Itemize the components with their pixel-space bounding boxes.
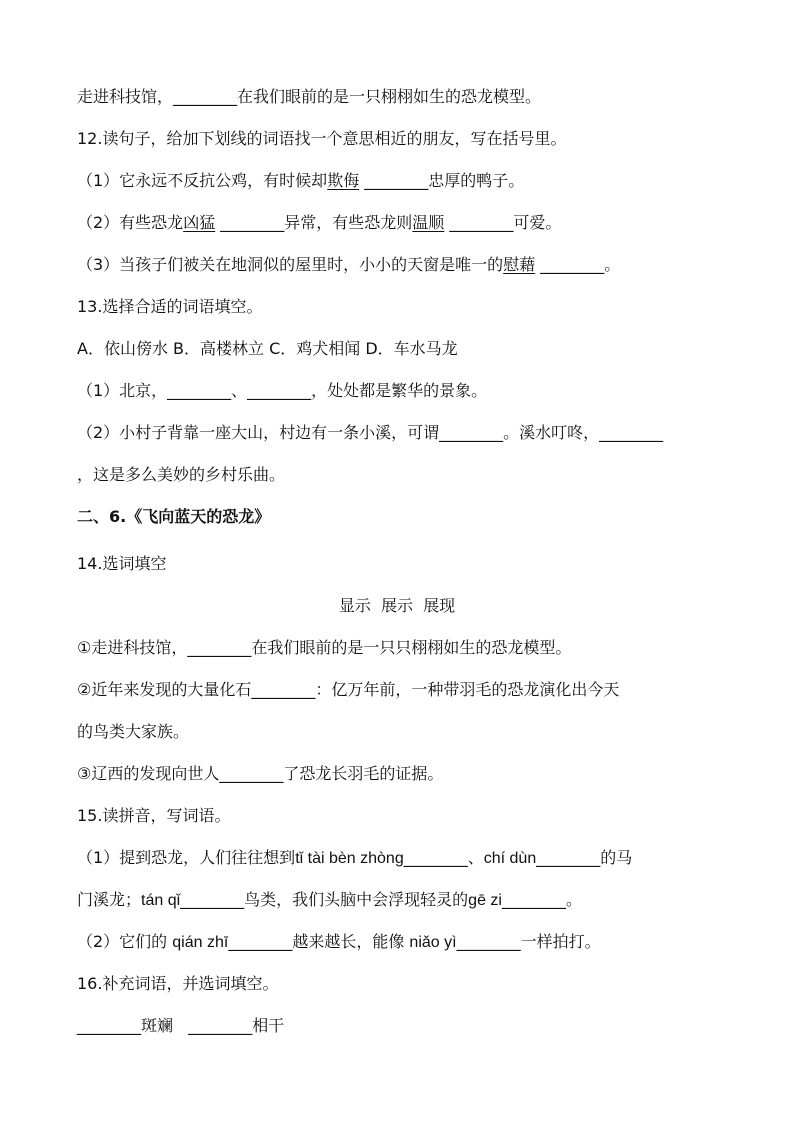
line-text: ③辽西的发现向世人________了恐龙长羽毛的证据。 xyxy=(77,764,444,783)
line-text: 门溪龙； xyxy=(77,890,142,909)
line-text: ________斑斓 ________相干 xyxy=(77,1016,285,1035)
line-text: （2）它们的 xyxy=(77,932,173,951)
underlined-word: 温顺 xyxy=(412,213,445,232)
line-text: （1）它永远不反抗公鸡，有时候却 xyxy=(77,171,328,190)
line-text: ________一样拍打。 xyxy=(456,932,601,951)
question-15-title xyxy=(77,805,727,827)
pinyin: qián zhī xyxy=(172,934,229,951)
underlined-word: 凶猛 xyxy=(183,213,216,232)
question-13-item-1 xyxy=(77,380,727,402)
question-15-item-1 xyxy=(77,847,727,870)
line-text: ________、 xyxy=(403,848,484,867)
line-text: ________异常，有些恐龙则 xyxy=(215,213,413,232)
line-text: 走进科技馆，________在我们眼前的是一只栩栩如生的恐龙模型。 xyxy=(77,87,542,106)
line-text: 显示 展示 展现 xyxy=(338,596,456,615)
word-bank xyxy=(0,595,794,617)
question-16-words xyxy=(77,1015,727,1037)
pinyin: gē zi xyxy=(468,892,502,909)
question-16-title xyxy=(77,973,727,995)
line-text: 15.读拼音，写词语。 xyxy=(77,806,231,825)
underlined-word: 欺侮 xyxy=(327,171,360,190)
question-14-title xyxy=(77,553,727,575)
line-text: A．依山傍水 B．高楼林立 C．鸡犬相闻 D．车水马龙 xyxy=(77,339,458,358)
line-text: ________可爱。 xyxy=(444,213,562,232)
pinyin: chí dùn xyxy=(483,850,537,867)
pinyin: tǐ tài bèn zhòng xyxy=(295,850,404,867)
question-15-item-1-continued xyxy=(77,889,727,912)
line-text: ，这是多么美妙的乡村乐曲。 xyxy=(77,465,286,484)
question-15-item-2 xyxy=(77,931,727,954)
question-12-title xyxy=(77,128,727,150)
question-11-sentence xyxy=(77,86,727,108)
question-14-item-1 xyxy=(77,637,727,659)
line-text: 二、6.《飞向蓝天的恐龙》 xyxy=(77,507,271,526)
pinyin: niǎo yì xyxy=(409,934,457,951)
question-13-item-2-continued xyxy=(77,464,727,486)
question-13-title xyxy=(77,296,727,318)
line-text: 的鸟类大家族。 xyxy=(77,722,190,741)
section-heading xyxy=(77,506,727,528)
line-text: （1）提到恐龙，人们往往想到 xyxy=(77,848,296,867)
line-text: ________鸟类，我们头脑中会浮现轻灵的 xyxy=(180,890,469,909)
line-text: （3）当孩子们被关在地洞似的屋里时，小小的天窗是唯一的 xyxy=(77,255,504,274)
line-text: 14.选词填空 xyxy=(77,554,167,573)
line-text: ________。 xyxy=(535,255,621,274)
line-text: 13.选择合适的词语填空。 xyxy=(77,297,263,316)
question-13-options xyxy=(77,338,727,360)
line-text: （2）小村子背靠一座大山，村边有一条小溪，可谓________。溪水叮咚，________ xyxy=(77,423,664,442)
underlined-word: 慰藉 xyxy=(503,255,536,274)
line-text: （1）北京，________、________，处处都是繁华的景象。 xyxy=(77,381,488,400)
question-12-item-2 xyxy=(77,212,727,234)
line-text: ________忠厚的鸭子。 xyxy=(359,171,525,190)
line-text: 16.补充词语，并选词填空。 xyxy=(77,974,279,993)
line-text: ①走进科技馆，________在我们眼前的是一只只栩栩如生的恐龙模型。 xyxy=(77,638,572,657)
line-text: 12.读句子，给加下划线的词语找一个意思相近的朋友，写在括号里。 xyxy=(77,129,567,148)
line-text: ________。 xyxy=(501,890,582,909)
line-text: ________的马 xyxy=(536,848,633,867)
pinyin: tán qǐ xyxy=(141,892,181,909)
question-14-item-3 xyxy=(77,763,727,785)
question-13-item-2 xyxy=(77,422,727,444)
line-text: ________越来越长，能像 xyxy=(228,932,410,951)
line-text: （2）有些恐龙 xyxy=(77,213,184,232)
question-14-item-2-continued xyxy=(77,721,727,743)
question-12-item-3 xyxy=(77,254,727,276)
line-text: ②近年来发现的大量化石________：亿万年前，一种带羽毛的恐龙演化出今天 xyxy=(77,680,620,699)
question-14-item-2 xyxy=(77,679,727,701)
question-12-item-1 xyxy=(77,170,727,192)
